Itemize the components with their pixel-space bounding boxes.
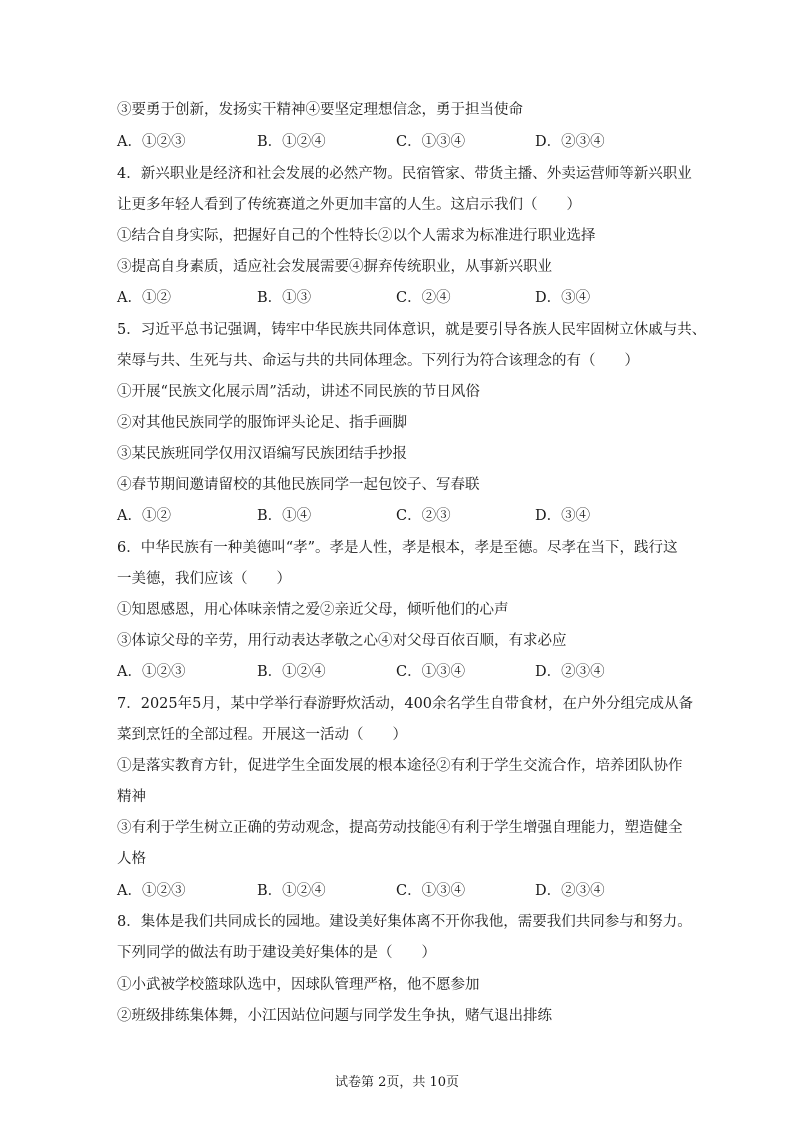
q5-statement-1: ①开展“民族文化展示周”活动，讲述不同民族的节日风俗: [117, 384, 480, 400]
q7-option-d: D．②③④: [535, 883, 605, 899]
q7-statement-3-4-cont: 人格: [117, 851, 146, 867]
q7-option-c: C．①③④: [396, 883, 466, 899]
q3-option-b: B．①②④: [257, 134, 326, 150]
q7-option-a: A．①②③: [117, 883, 186, 899]
q7-statement-3-4: ③有利于学生树立正确的劳动观念，提高劳动技能④有利于学生增强自理能力，塑造健全: [117, 820, 683, 836]
q7-stem-line-1: 7．2025年5月，某中学举行春游野炊活动，400余名学生自带食材，在户外分组完成从备: [117, 696, 694, 712]
q3-statement-3-4: ③要勇于创新，发扬实干精神④要坚定理想信念，勇于担当使命: [117, 102, 523, 118]
q8-statement-1: ①小武被学校篮球队选中，因球队管理严格，他不愿参加: [117, 977, 480, 993]
q6-option-a: A．①②③: [117, 664, 186, 680]
q5-option-b: B．①④: [257, 508, 312, 524]
q4-option-d: D．③④: [535, 290, 591, 306]
q5-statement-4: ④春节期间邀请留校的其他民族同学一起包饺子、写春联: [117, 477, 480, 493]
q8-statement-2: ②班级排练集体舞，小江因站位问题与同学发生争执，赌气退出排练: [117, 1008, 552, 1024]
q7-statement-1-2: ①是落实教育方针，促进学生全面发展的根本途径②有利于学生交流合作，培养团队协作: [117, 758, 683, 774]
q7-statement-1-2-cont: 精神: [117, 789, 146, 805]
q3-option-c: C．①③④: [396, 134, 466, 150]
q8-stem-line-1: 8．集体是我们共同成长的园地。建设美好集体离不开你我他，需要我们共同参与和努力。: [117, 914, 692, 930]
q6-statement-1-2: ①知恩感恩，用心体味亲情之爱②亲近父母，倾听他们的心声: [117, 602, 509, 618]
q5-statement-3: ③某民族班同学仅用汉语编写民族团结手抄报: [117, 446, 407, 462]
q6-statement-3-4: ③体谅父母的辛劳，用行动表达孝敬之心④对父母百依百顺，有求必应: [117, 633, 567, 649]
q4-stem-line-1: 4．新兴职业是经济和社会发展的必然产物。民宿管家、带货主播、外卖运营师等新兴职业: [117, 166, 692, 182]
q5-options: [117, 506, 717, 526]
q4-option-a: A．①②: [117, 290, 171, 306]
q7-options: [117, 881, 717, 901]
q8-stem-line-2: 下列同学的做法有助于建设美好集体的是（ ）: [117, 945, 436, 961]
page-footer: 试卷第 2页，共 10页: [334, 1075, 460, 1090]
q6-options: [117, 662, 717, 682]
q7-option-b: B．①②④: [257, 883, 326, 899]
q5-stem-line-2: 荣辱与共、生死与共、命运与共的共同体理念。下列行为符合该理念的有（ ）: [117, 353, 639, 369]
q3-option-d: D．②③④: [535, 134, 605, 150]
q6-stem-line-1: 6．中华民族有一种美德叫“孝”。孝是人性，孝是根本，孝是至德。尽孝在当下，践行这: [117, 540, 678, 556]
q5-stem-line-1: 5．习近平总书记强调，铸牢中华民族共同体意识，就是要引导各族人民牢固树立休戚与共、: [117, 322, 707, 338]
q4-option-b: B．①③: [257, 290, 312, 306]
q3-options: [117, 132, 717, 152]
q4-stem-line-2: 让更多年轻人看到了传统赛道之外更加丰富的人生。这启示我们（ ）: [117, 197, 581, 213]
q3-option-a: A．①②③: [117, 134, 186, 150]
q4-options: [117, 288, 717, 308]
q5-option-a: A．①②: [117, 508, 171, 524]
q5-option-c: C．②③: [396, 508, 451, 524]
q4-option-c: C．②④: [396, 290, 451, 306]
q5-option-d: D．③④: [535, 508, 591, 524]
q4-statement-3-4: ③提高自身素质，适应社会发展需要④摒弃传统职业，从事新兴职业: [117, 259, 552, 275]
q7-stem-line-2: 菜到烹饪的全部过程。开展这一活动（ ）: [117, 727, 407, 743]
q6-option-d: D．②③④: [535, 664, 605, 680]
q5-statement-2: ②对其他民族同学的服饰评头论足、指手画脚: [117, 415, 407, 431]
q6-stem-line-2: 一美德，我们应该（ ）: [117, 571, 291, 587]
q4-statement-1-2: ①结合自身实际，把握好自己的个性特长②以个人需求为标准进行职业选择: [117, 228, 596, 244]
q6-option-b: B．①②④: [257, 664, 326, 680]
q6-option-c: C．①③④: [396, 664, 466, 680]
